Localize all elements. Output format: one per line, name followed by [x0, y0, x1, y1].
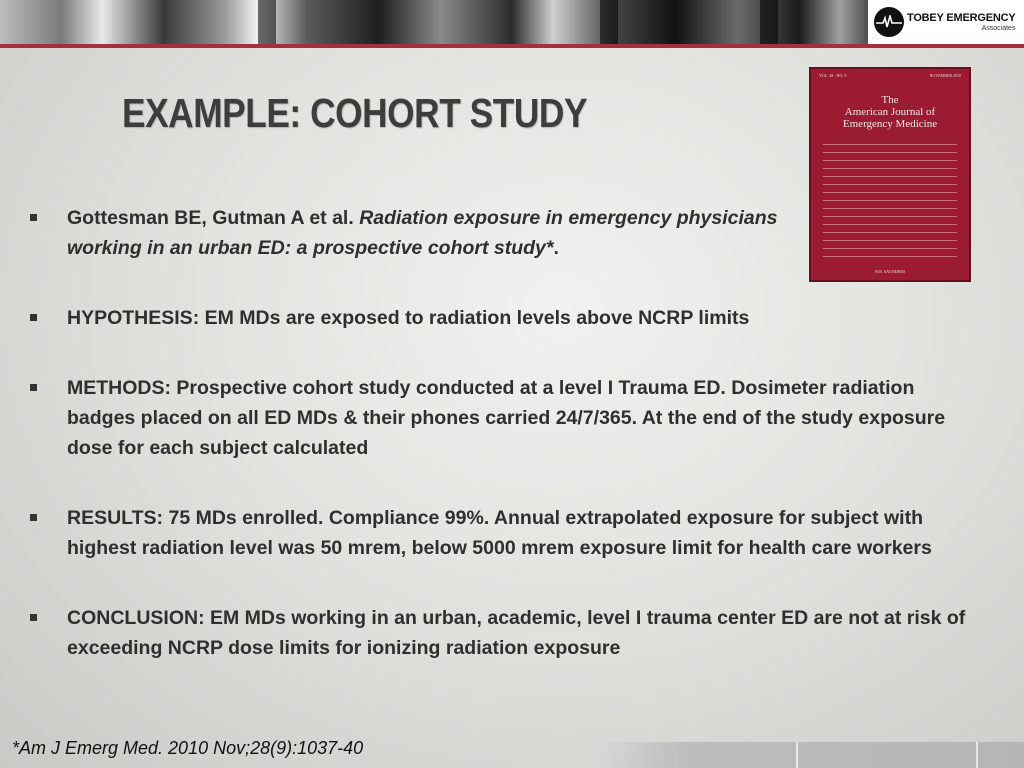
bullet-marker — [30, 384, 37, 391]
bullet-results — [28, 503, 968, 563]
journal-title-line: American Journal of — [844, 106, 936, 118]
bullet-marker — [30, 514, 37, 521]
logo-subtitle: Associates — [981, 24, 1016, 32]
bullet-text: HYPOTHESIS: EM MDs are exposed to radiation levels above NCRP limits — [67, 307, 750, 329]
citation-footnote: *Am J Emerg Med. 2010 Nov;28(9):1037-40 — [12, 738, 364, 758]
slide-title: EXAMPLE: COHORT STUDY — [122, 90, 588, 136]
citation-authors: Gottesman BE, Gutman A et al. — [67, 207, 354, 229]
banner-decoration — [600, 0, 618, 44]
banner-decoration — [760, 0, 778, 44]
journal-cover-image: VOL. 28 · NO. 9 NOVEMBER 2010 The American Journal of Emergency Medicine W.B. SAUNDERS — [809, 67, 971, 282]
bullet-citation — [28, 203, 797, 263]
header-rule — [0, 44, 1024, 48]
bullet-hypothesis — [28, 303, 968, 333]
heartbeat-icon — [874, 7, 904, 37]
banner-decoration — [258, 0, 276, 44]
bullet-list — [28, 203, 968, 703]
bullet-conclusion — [28, 603, 968, 663]
citation-title: Radiation exposure in emergency physicians working in an urban ED: a prospective cohort study* — [67, 207, 778, 259]
bullet-marker — [30, 214, 37, 221]
bullet-text: CONCLUSION: EM MDs working in an urban, academic, level I trauma center ED are not at risk of exceeding NCRP dose limits for ionizing radiation exposure — [67, 607, 966, 659]
bullet-marker — [30, 314, 37, 321]
bullet-text: RESULTS: 75 MDs enrolled. Compliance 99%. Annual extrapolated exposure for subject with highest radiation level was 50 mrem, below 5000 mrem exposure limit for health care workers — [67, 507, 932, 559]
journal-title-line: Emergency Medicine — [842, 118, 938, 130]
logo-name: TOBEY EMERGENCY — [907, 11, 1016, 24]
bullet-text: METHODS: Prospective cohort study conducted at a level I Trauma ED. Dosimeter radiation badges placed on all ED MDs & their phones carried 24/7/365. At the end of the study exposure dose for each subject calculated — [67, 377, 946, 459]
citation-tail: . — [553, 237, 559, 259]
journal-title-line: The — [881, 94, 899, 106]
bullet-marker — [30, 614, 37, 621]
company-logo — [868, 0, 1024, 44]
footer-decoration — [600, 742, 1024, 768]
bullet-methods — [28, 373, 968, 463]
